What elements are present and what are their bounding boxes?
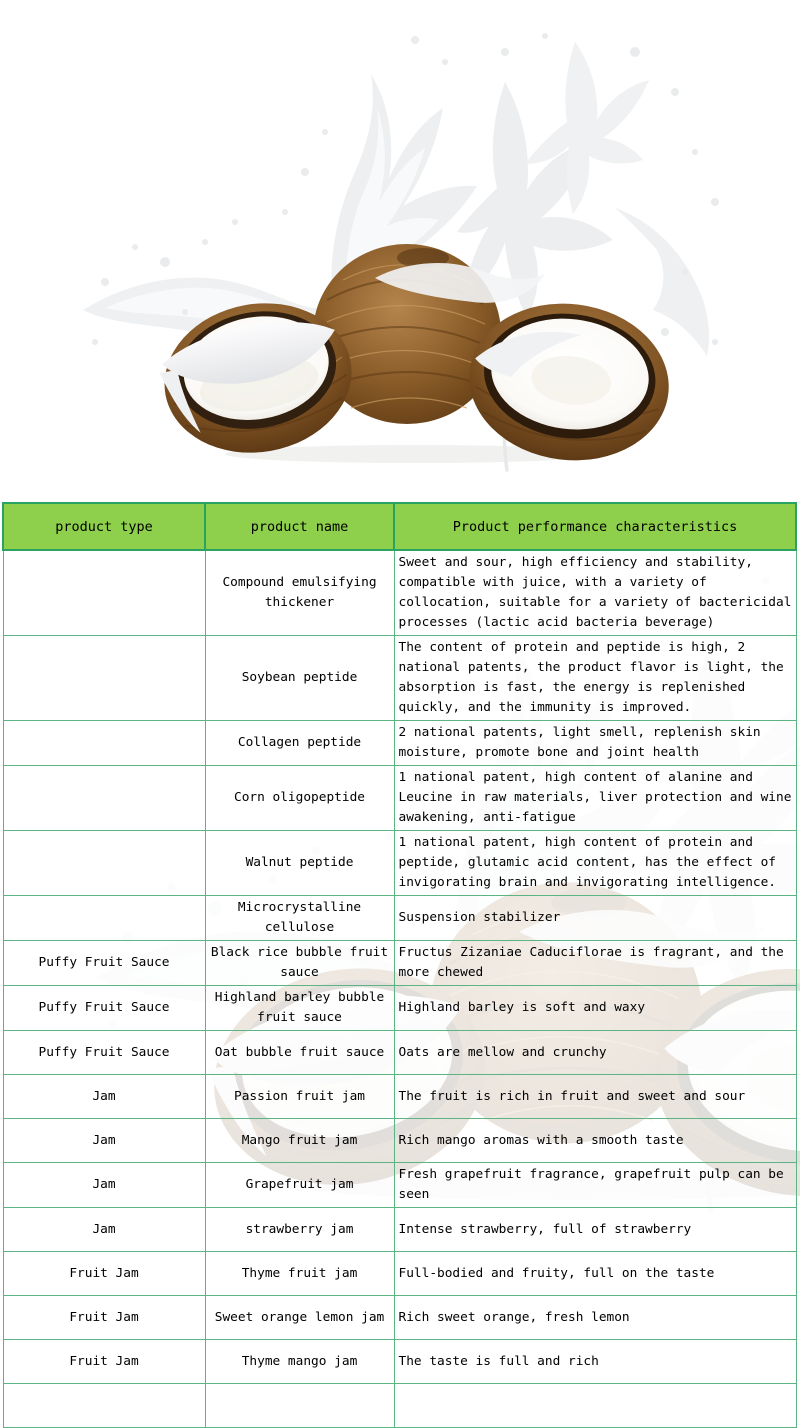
cell-product-type: Fruit Jam	[3, 1252, 205, 1296]
table-row	[3, 1119, 796, 1163]
cell-product-type: Fruit Jam	[3, 1296, 205, 1340]
table-row	[3, 1252, 796, 1296]
cell-characteristics: 2 national patents, light smell, replenish skin moisture, promote bone and joint health	[394, 721, 796, 766]
table-row	[3, 1340, 796, 1384]
cell-characteristics: Suspension stabilizer	[394, 896, 796, 941]
cell-product-name: Mango fruit jam	[205, 1119, 394, 1163]
cell-product-name: Black rice bubble fruit sauce	[205, 941, 394, 986]
header-characteristics: Product performance characteristics	[394, 503, 796, 550]
table-row	[3, 831, 796, 896]
table-row	[3, 1296, 796, 1340]
table-row	[3, 1075, 796, 1119]
cell-characteristics: Oats are mellow and crunchy	[394, 1031, 796, 1075]
cell-product-name: Thyme fruit jam	[205, 1252, 394, 1296]
table-header	[3, 503, 796, 550]
table-row	[3, 896, 796, 941]
cell-characteristics: Full-bodied and fruity, full on the taste	[394, 1252, 796, 1296]
cell-product-type: Puffy Fruit Sauce	[3, 1031, 205, 1075]
cell-product-name: Sweet orange lemon jam	[205, 1296, 394, 1340]
cell-product-type: Fruit Jam	[3, 1340, 205, 1384]
cell-product-name: Compound emulsifying thickener	[205, 550, 394, 636]
cell-product-name: Passion fruit jam	[205, 1075, 394, 1119]
table-body	[3, 550, 796, 1428]
cell-product-type	[3, 636, 205, 721]
header-row	[3, 503, 796, 550]
cell-characteristics: Sweet and sour, high efficiency and stability, compatible with juice, with a variety of collocation, suitable for a variety of bactericidal processes (lactic acid bacteria beverage)	[394, 550, 796, 636]
cell-characteristics: The fruit is rich in fruit and sweet and sour	[394, 1075, 796, 1119]
table-row	[3, 550, 796, 636]
cell-characteristics: Rich sweet orange, fresh lemon	[394, 1296, 796, 1340]
cell-characteristics: 1 national patent, high content of alanine and Leucine in raw materials, liver protection and wine awakening, anti-fatigue	[394, 766, 796, 831]
cell-characteristics: Fructus Zizaniae Caduciflorae is fragrant, and the more chewed	[394, 941, 796, 986]
cell-characteristics: Rich mango aromas with a smooth taste	[394, 1119, 796, 1163]
cell-product-type	[3, 550, 205, 636]
cell-product-type: Jam	[3, 1119, 205, 1163]
cell-product-type	[3, 766, 205, 831]
cell-product-type: Puffy Fruit Sauce	[3, 986, 205, 1031]
cell-product-name: strawberry jam	[205, 1208, 394, 1252]
cell-product-name: Soybean peptide	[205, 636, 394, 721]
table-row	[3, 1163, 796, 1208]
cell-characteristics: 1 national patent, high content of protein and peptide, glutamic acid content, has the effect of invigorating brain and invigorating intelligence.	[394, 831, 796, 896]
cell-product-name: Grapefruit jam	[205, 1163, 394, 1208]
cell-product-type	[3, 721, 205, 766]
table-row	[3, 1031, 796, 1075]
cell-product-name: Walnut peptide	[205, 831, 394, 896]
cell-product-name: Oat bubble fruit sauce	[205, 1031, 394, 1075]
cell-product-name: Highland barley bubble fruit sauce	[205, 986, 394, 1031]
cell-product-type	[3, 831, 205, 896]
table-row	[3, 766, 796, 831]
cell-product-name: Thyme mango jam	[205, 1340, 394, 1384]
cell-product-name: Microcrystalline cellulose	[205, 896, 394, 941]
cell-product-name	[205, 1384, 394, 1428]
product-table	[2, 502, 797, 1428]
cell-product-name: Corn oligopeptide	[205, 766, 394, 831]
header-product-type: product type	[3, 503, 205, 550]
table-row	[3, 986, 796, 1031]
table-row	[3, 941, 796, 986]
cell-characteristics: The content of protein and peptide is high, 2 national patents, the product flavor is light, the absorption is fast, the energy is replenished quickly, and the immunity is improved.	[394, 636, 796, 721]
cell-characteristics: Fresh grapefruit fragrance, grapefruit pulp can be seen	[394, 1163, 796, 1208]
table-row	[3, 636, 796, 721]
cell-product-type	[3, 896, 205, 941]
cell-characteristics: Intense strawberry, full of strawberry	[394, 1208, 796, 1252]
cell-characteristics: Highland barley is soft and waxy	[394, 986, 796, 1031]
cell-product-type	[3, 1384, 205, 1428]
cell-product-type: Jam	[3, 1075, 205, 1119]
hero-image-area	[0, 0, 800, 502]
header-product-name: product name	[205, 503, 394, 550]
cell-characteristics	[394, 1384, 796, 1428]
table-row	[3, 721, 796, 766]
cell-product-type: Jam	[3, 1208, 205, 1252]
table-row	[3, 1208, 796, 1252]
cell-product-type: Puffy Fruit Sauce	[3, 941, 205, 986]
table-row	[3, 1384, 796, 1428]
cell-characteristics: The taste is full and rich	[394, 1340, 796, 1384]
cell-product-type: Jam	[3, 1163, 205, 1208]
cell-product-name: Collagen peptide	[205, 721, 394, 766]
product-table-section	[0, 502, 800, 1428]
coconut-milk-splash-image	[75, 12, 725, 472]
